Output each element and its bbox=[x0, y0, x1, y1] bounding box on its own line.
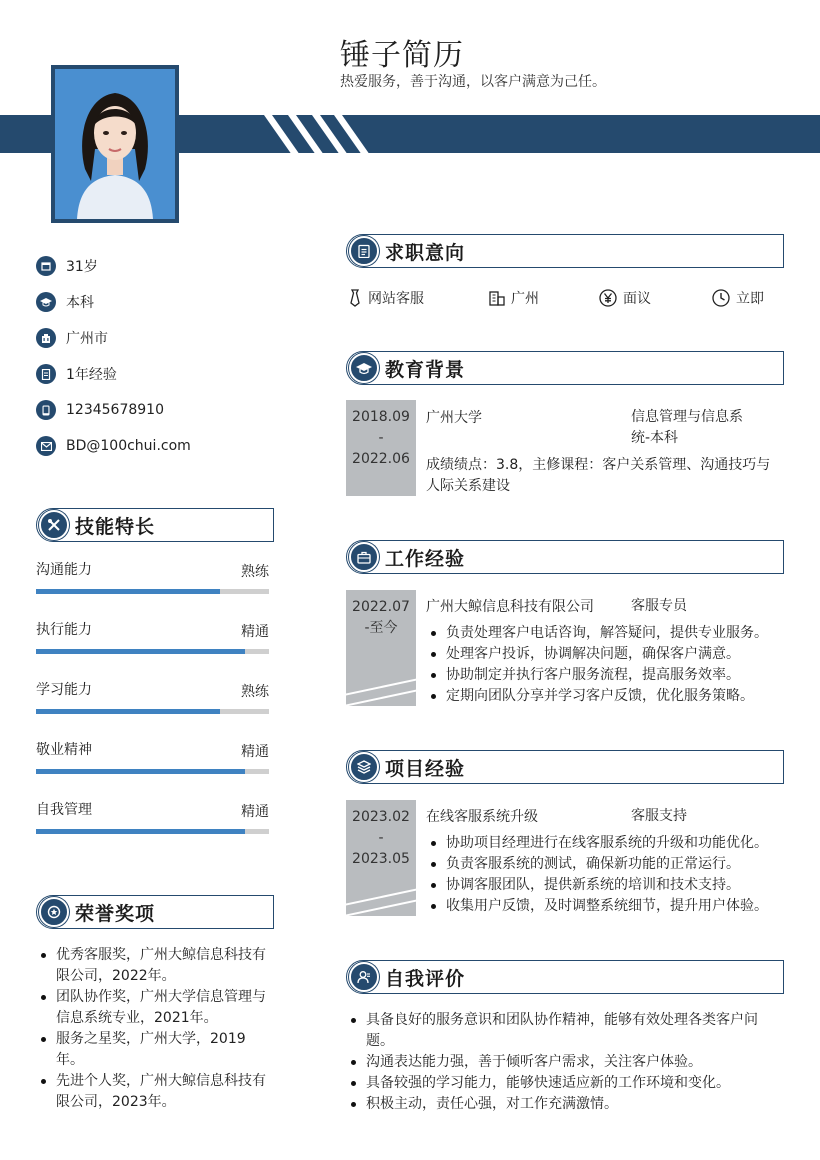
honors-list bbox=[36, 945, 272, 1113]
clock-icon bbox=[712, 289, 730, 307]
date-end: 2022.06 bbox=[352, 451, 410, 467]
section-heading-skills bbox=[36, 508, 274, 542]
portrait-illustration bbox=[55, 69, 175, 219]
info-text: BD@100chui.com bbox=[66, 438, 191, 454]
intent-text: 立即 bbox=[736, 291, 764, 307]
list-item: 协助制定并执行客户服务流程，提高服务效率。 bbox=[426, 665, 786, 686]
section-heading-honors bbox=[36, 895, 274, 929]
info-degree bbox=[36, 291, 94, 313]
clipboard-icon bbox=[349, 236, 379, 266]
tools-icon bbox=[39, 510, 69, 540]
project-date bbox=[346, 800, 416, 916]
skill-bar-fill bbox=[36, 709, 220, 714]
list-item: 沟通表达能力强，善于倾听客户需求，关注客户体验。 bbox=[346, 1052, 778, 1073]
section-heading-work bbox=[346, 540, 784, 574]
tie-icon bbox=[348, 289, 362, 307]
date-end: 2023.05 bbox=[352, 851, 410, 867]
list-item: 服务之星奖，广州大学，2019年。 bbox=[36, 1029, 272, 1071]
list-item: 协助项目经理进行在线客服系统的升级和功能优化。 bbox=[426, 833, 786, 854]
info-age bbox=[36, 255, 98, 277]
date-end: -至今 bbox=[364, 620, 398, 636]
section-title: 工作经验 bbox=[385, 547, 466, 570]
skill-bar-fill bbox=[36, 829, 245, 834]
skill-level: 精通 bbox=[241, 804, 269, 820]
decor-line bbox=[346, 885, 416, 908]
education-description: 成绩绩点：3.8，主修课程：客户关系管理、沟通技巧与人际关系建设 bbox=[426, 457, 771, 494]
skill-bar-fill bbox=[36, 649, 245, 654]
work-duties-list bbox=[426, 623, 786, 707]
company-name: 广州大鲸信息科技有限公司 bbox=[426, 599, 594, 615]
info-text: 12345678910 bbox=[66, 402, 164, 418]
list-item: 负责客服系统的测试，确保新功能的正常运行。 bbox=[426, 854, 786, 875]
work-date bbox=[346, 590, 416, 706]
skill-level: 熟练 bbox=[241, 564, 269, 580]
intent-availability bbox=[712, 288, 764, 308]
skill-level: 熟练 bbox=[241, 684, 269, 700]
list-item: 协调客服团队，提供新系统的培训和技术支持。 bbox=[426, 875, 786, 896]
info-text: 31岁 bbox=[66, 259, 98, 275]
info-experience bbox=[36, 363, 117, 385]
info-phone bbox=[36, 399, 164, 421]
list-item: 收集用户反馈，及时调整系统细节，提升用户体验。 bbox=[426, 896, 786, 917]
school-name: 广州大学 bbox=[426, 410, 482, 426]
date-start: 2023.02 bbox=[352, 809, 410, 825]
intent-text: 广州 bbox=[511, 291, 539, 307]
section-title: 自我评价 bbox=[385, 967, 466, 990]
education-date bbox=[346, 400, 416, 496]
info-email bbox=[36, 435, 191, 457]
info-city bbox=[36, 327, 108, 349]
skill-name: 自我管理 bbox=[36, 802, 92, 818]
document-icon bbox=[36, 364, 56, 384]
project-duties-list bbox=[426, 833, 786, 917]
mail-icon bbox=[36, 436, 56, 456]
building-icon bbox=[36, 328, 56, 348]
profile-photo bbox=[55, 69, 175, 219]
section-title: 技能特长 bbox=[75, 515, 156, 538]
phone-icon bbox=[36, 400, 56, 420]
skill-bar-fill bbox=[36, 769, 245, 774]
intent-city bbox=[489, 288, 539, 308]
section-heading-education bbox=[346, 351, 784, 385]
list-item: 负责处理客户电话咨询，解答疑问，提供专业服务。 bbox=[426, 623, 786, 644]
list-item: 积极主动，责任心强，对工作充满激情。 bbox=[346, 1094, 778, 1115]
info-text: 广州市 bbox=[66, 331, 108, 347]
skill-bar bbox=[36, 589, 269, 594]
skill-bar bbox=[36, 829, 269, 834]
major-line: 信息管理与信息系 bbox=[631, 409, 743, 425]
list-item: 具备较强的学习能力，能够快速适应新的工作环境和变化。 bbox=[346, 1073, 778, 1094]
section-heading-self bbox=[346, 960, 784, 994]
city-icon bbox=[489, 290, 505, 306]
yen-icon bbox=[599, 289, 617, 307]
calendar-icon bbox=[36, 256, 56, 276]
section-title: 教育背景 bbox=[385, 358, 466, 381]
list-item: 具备良好的服务意识和团队协作精神，能够有效处理各类客户问题。 bbox=[346, 1010, 778, 1052]
skill-level: 精通 bbox=[241, 624, 269, 640]
briefcase-icon bbox=[349, 542, 379, 572]
section-title: 荣誉奖项 bbox=[75, 902, 156, 925]
skill-bar bbox=[36, 709, 269, 714]
section-heading-intent bbox=[346, 234, 784, 268]
intent-text: 网站客服 bbox=[368, 291, 424, 307]
skill-bar-fill bbox=[36, 589, 220, 594]
section-title: 求职意向 bbox=[385, 241, 466, 264]
project-role: 客服支持 bbox=[631, 808, 687, 824]
project-name: 在线客服系统升级 bbox=[426, 809, 538, 825]
info-text: 1年经验 bbox=[66, 367, 117, 383]
self-evaluation-list bbox=[346, 1010, 778, 1115]
intent-position bbox=[348, 288, 424, 308]
resume-motto: 热爱服务，善于沟通，以客户满意为己任。 bbox=[340, 74, 606, 90]
info-text: 本科 bbox=[66, 295, 94, 311]
date-start: 2022.07 bbox=[352, 599, 410, 615]
skill-name: 敬业精神 bbox=[36, 742, 92, 758]
intent-salary bbox=[599, 288, 651, 308]
list-item: 团队协作奖，广州大学信息管理与信息系统专业，2021年。 bbox=[36, 987, 272, 1029]
skill-name: 学习能力 bbox=[36, 682, 92, 698]
list-item: 定期向团队分享并学习客户反馈，优化服务策略。 bbox=[426, 686, 786, 707]
skill-name: 执行能力 bbox=[36, 622, 92, 638]
intent-text: 面议 bbox=[623, 291, 651, 307]
profile-photo-frame bbox=[51, 65, 179, 223]
major bbox=[631, 407, 743, 449]
date-separator: - bbox=[378, 430, 384, 446]
date-start: 2018.09 bbox=[352, 409, 410, 425]
decor-line bbox=[346, 675, 416, 698]
user-icon bbox=[349, 962, 379, 992]
list-item: 先进个人奖，广州大鲸信息科技有限公司，2023年。 bbox=[36, 1071, 272, 1113]
medal-icon bbox=[39, 897, 69, 927]
section-title: 项目经验 bbox=[385, 757, 466, 780]
skill-level: 精通 bbox=[241, 744, 269, 760]
skill-bar bbox=[36, 649, 269, 654]
major-line: 统-本科 bbox=[631, 430, 679, 446]
skill-bar bbox=[36, 769, 269, 774]
graduation-cap-icon bbox=[36, 292, 56, 312]
date-separator: - bbox=[378, 830, 384, 846]
graduation-cap-icon bbox=[349, 353, 379, 383]
list-item: 处理客户投诉，协调解决问题，确保客户满意。 bbox=[426, 644, 786, 665]
layers-icon bbox=[349, 752, 379, 782]
resume-name: 锤子简历 bbox=[340, 38, 464, 73]
decor-line bbox=[346, 686, 416, 706]
decor-line bbox=[346, 896, 416, 916]
section-heading-project bbox=[346, 750, 784, 784]
skill-name: 沟通能力 bbox=[36, 562, 92, 578]
job-role: 客服专员 bbox=[631, 598, 687, 614]
list-item: 优秀客服奖，广州大鲸信息科技有限公司，2022年。 bbox=[36, 945, 272, 987]
